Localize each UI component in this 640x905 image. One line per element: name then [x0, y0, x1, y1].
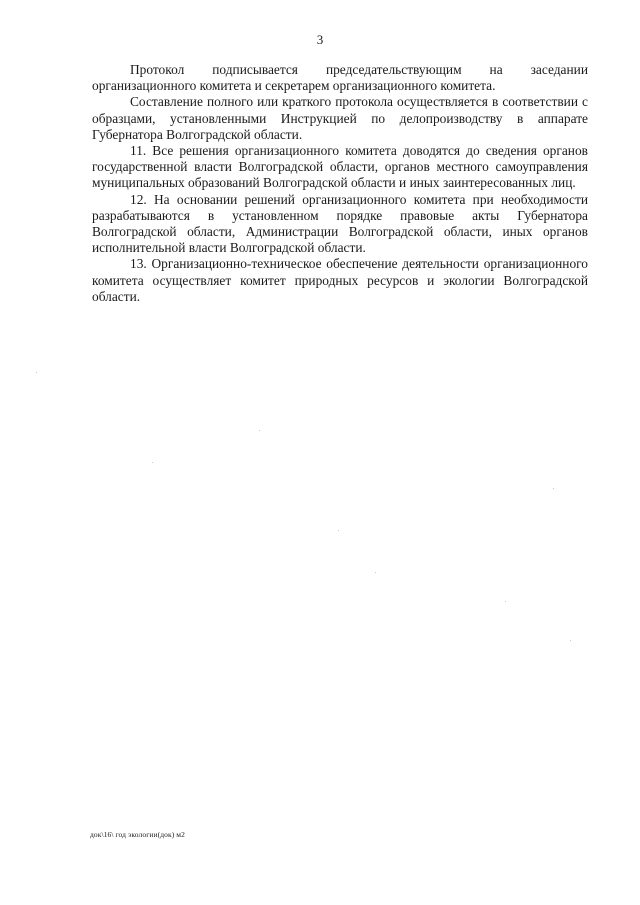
document-body: [92, 62, 588, 305]
scan-speck: [505, 601, 506, 602]
file-path-footer: док\16\ год экологии(док) м2: [90, 830, 185, 839]
paragraph-item-11: 11. Все решения организационного комитета доводятся до сведения органов государственной власти Волгоградской области, органов местного самоуправления муниципальных образований Волгоградской области и иных заинтересованных лиц.: [92, 143, 588, 191]
scan-speck: [152, 462, 153, 463]
scan-speck: [375, 572, 376, 573]
paragraph-protocol-format: Составление полного или краткого протокола осуществляется в соответствии с образцами, установленными Инструкцией по делопроизводству в аппарате Губернатора Волгоградской области.: [92, 94, 588, 142]
scan-speck: [259, 430, 260, 431]
paragraph-protocol-signing: Протокол подписывается председательствующим на заседании организационного комитета и секретарем организационного комитета.: [92, 62, 588, 94]
page-number: 3: [316, 32, 324, 47]
paragraph-item-12: 12. На основании решений организационного комитета при необходимости разрабатываются в установленном порядке правовые акты Губернатора Волгоградской области, Администрации Волгоградской области, иных органов исполнительной власти Волгоградской области.: [92, 191, 588, 256]
paragraph-item-13: 13. Организационно-техническое обеспечение деятельности организационного комитета осуществляет комитет природных ресурсов и экологии Волгоградской области.: [92, 256, 588, 304]
scan-speck: [570, 640, 571, 641]
scan-speck: [553, 488, 554, 489]
scan-speck: [338, 530, 339, 531]
scan-speck: [36, 372, 37, 373]
